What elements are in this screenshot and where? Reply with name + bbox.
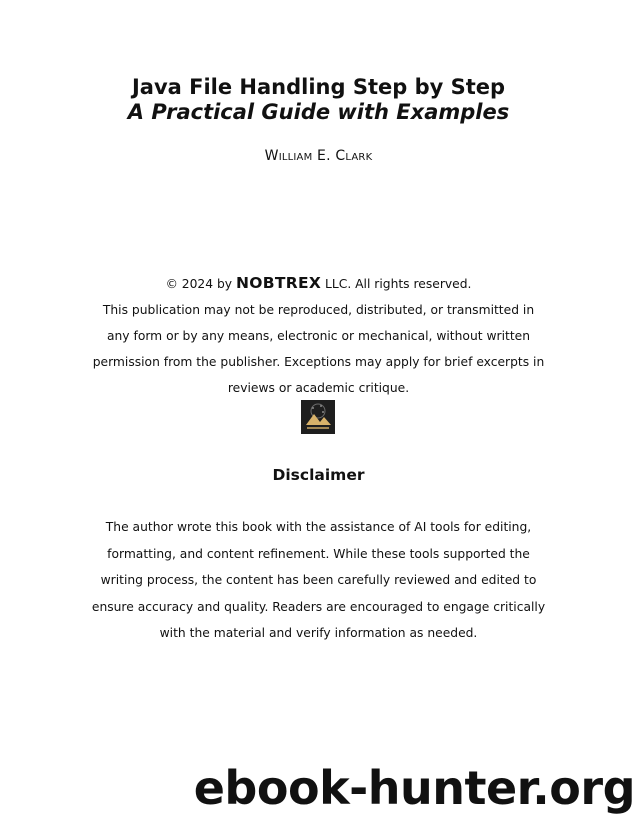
- copyright-text: This publication may not be reproduced, distributed, or transmitted in any form or by any means, electronic or mechanical, without written permission from the publisher. Exceptions may apply for brief excerpts in reviews or academic critique.: [92, 303, 545, 395]
- disclaimer-heading: Disclaimer: [272, 466, 365, 484]
- watermark-text: ebook-hunter.org: [193, 761, 635, 815]
- copyright-suffix: LLC. All rights reserved.: [325, 277, 472, 291]
- publisher-name: NOBTREX: [235, 274, 322, 292]
- copyright-prefix: © 2024 by: [165, 277, 233, 291]
- title-block: [0, 75, 637, 125]
- copyright-notice: [90, 270, 547, 401]
- disclaimer-text: The author wrote this book with the assistance of AI tools for editing, formatting, and content refinement. While these tools supported the writing process, the content has been carefully reviewed and edited to ensure accuracy and quality. Readers are encouraged to engage critically with the material and verify information as needed.: [91, 520, 546, 640]
- book-author: William E. Clark: [264, 148, 373, 164]
- publisher-logo: [301, 400, 335, 434]
- book-title: Java File Handling Step by Step: [131, 75, 506, 99]
- book-subtitle: A Practical Guide with Examples: [127, 100, 510, 124]
